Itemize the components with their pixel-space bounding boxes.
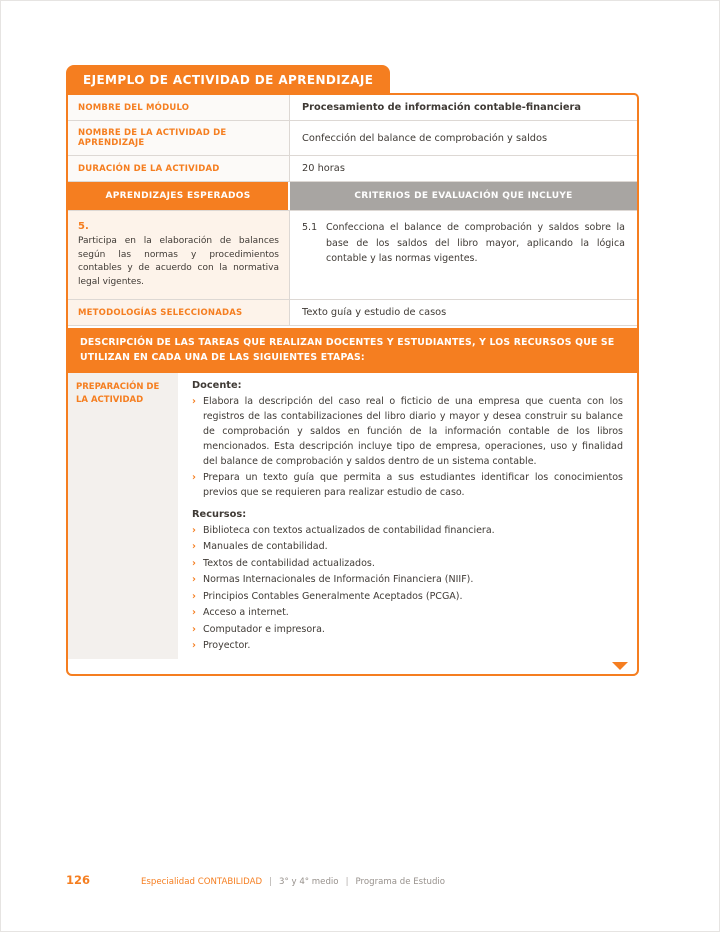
docente-heading: Docente: xyxy=(192,379,242,391)
table-row-metodologias xyxy=(68,300,637,326)
preparation-content xyxy=(178,373,637,659)
recursos-list xyxy=(192,523,623,655)
list-item: › Manuales de contabilidad. xyxy=(192,539,623,556)
preparation-section xyxy=(68,373,637,659)
criterio-text: Confecciona el balance de comprobación y saldos sobre la base de los saldos del libro mayor, aplicando la lógica contable y las normas vigentes. xyxy=(326,222,625,265)
list-item: › Elabora la descripción del caso real o ficticio de una empresa que cuenta con los registros de las contabilizaciones del libro diario y mayor y desea construir su balance de comprobación y saldos en función de la información contable de los libros mencionados. Esta descripción incluye tipo de empresa, operaciones, uso y finalidad del balance de comprobación y saldos dentro de un sistema contable. xyxy=(192,395,623,467)
docente-list xyxy=(192,394,623,500)
aprendizaje-text: Participa en la elaboración de balances según las normas y procedimientos contables y de acuerdo con la normativa legal vigentes. xyxy=(78,236,279,287)
bullet-icon: › xyxy=(192,524,196,536)
bullet-icon: › xyxy=(192,395,196,407)
recursos-heading: Recursos: xyxy=(192,508,247,520)
criterios-header: CRITERIOS DE EVALUACIÓN QUE INCLUYE xyxy=(290,182,637,210)
duration-label: DURACIÓN DE LA ACTIVIDAD xyxy=(68,156,290,181)
bullet-icon: › xyxy=(192,640,196,652)
footer-separator: | xyxy=(269,877,272,887)
table-row-actividad xyxy=(68,121,637,156)
table-row-modulo xyxy=(68,95,637,121)
table-bottom-strip xyxy=(68,659,637,674)
metodologias-value: Texto guía y estudio de casos xyxy=(302,307,447,318)
activity-name-label: NOMBRE DE LA ACTIVIDAD DE APRENDIZAJE xyxy=(68,121,290,155)
footer-separator: | xyxy=(345,877,349,887)
criterio-number: 5.1 xyxy=(302,222,318,233)
duration-value: 20 horas xyxy=(302,163,345,174)
page-footer xyxy=(66,873,656,887)
list-item: › Principios Contables Generalmente Aceptados (PCGA). xyxy=(192,589,623,606)
bullet-icon: › xyxy=(192,607,196,619)
footer-specialty: Especialidad CONTABILIDAD xyxy=(141,877,263,887)
footer-text xyxy=(141,877,445,887)
footer-grade: 3° y 4° medio xyxy=(279,877,339,887)
bullet-icon: › xyxy=(192,541,196,553)
activity-example-badge: EJEMPLO DE ACTIVIDAD DE APRENDIZAJE xyxy=(66,65,390,94)
aprendizajes-header: APRENDIZAJES ESPERADOS xyxy=(68,182,290,210)
list-item: › Textos de contabilidad actualizados. xyxy=(192,556,623,573)
table-header-row xyxy=(68,182,637,211)
bullet-icon: › xyxy=(192,471,196,483)
footer-program: Programa de Estudio xyxy=(355,877,446,887)
list-item: › Acceso a internet. xyxy=(192,605,623,622)
continuation-arrow-icon xyxy=(612,662,628,670)
list-item: › Normas Internacionales de Información Financiera (NIIF). xyxy=(192,572,623,589)
activity-name-value: Confección del balance de comprobación y saldos xyxy=(302,132,548,144)
bullet-icon: › xyxy=(192,590,196,602)
list-item: › Proyector. xyxy=(192,638,623,655)
activity-example-block xyxy=(66,65,639,676)
aprendizaje-number: 5. xyxy=(78,221,89,232)
bullet-icon: › xyxy=(192,574,196,586)
list-item: › Prepara un texto guía que permita a sus estudiantes identificar los conocimientos previos que se requieren para realizar estudio de caso. xyxy=(192,471,623,498)
page-number: 126 xyxy=(66,873,91,887)
metodologias-label: METODOLOGÍAS SELECCIONADAS xyxy=(68,300,290,325)
module-name-value: Procesamiento de información contable-financiera xyxy=(302,102,581,113)
preparation-stage-label: PREPARACIÓN DE LA ACTIVIDAD xyxy=(68,373,178,659)
bullet-icon: › xyxy=(192,557,196,569)
table-row-duracion xyxy=(68,156,637,182)
list-item: › Biblioteca con textos actualizados de contabilidad financiera. xyxy=(192,523,623,540)
criterio-cell xyxy=(290,211,637,299)
table-row-aprendizaje xyxy=(68,211,637,300)
activity-table xyxy=(66,93,639,676)
bullet-icon: › xyxy=(192,623,196,635)
list-item: › Computador e impresora. xyxy=(192,622,623,639)
aprendizaje-cell xyxy=(68,211,290,299)
module-name-label: NOMBRE DEL MÓDULO xyxy=(68,95,290,120)
description-banner: DESCRIPCIÓN DE LAS TAREAS QUE REALIZAN DOCENTES Y ESTUDIANTES, Y LOS RECURSOS QUE SE UTILIZAN EN CADA UNA DE LAS SIGUIENTES ETAPAS: xyxy=(68,326,637,373)
